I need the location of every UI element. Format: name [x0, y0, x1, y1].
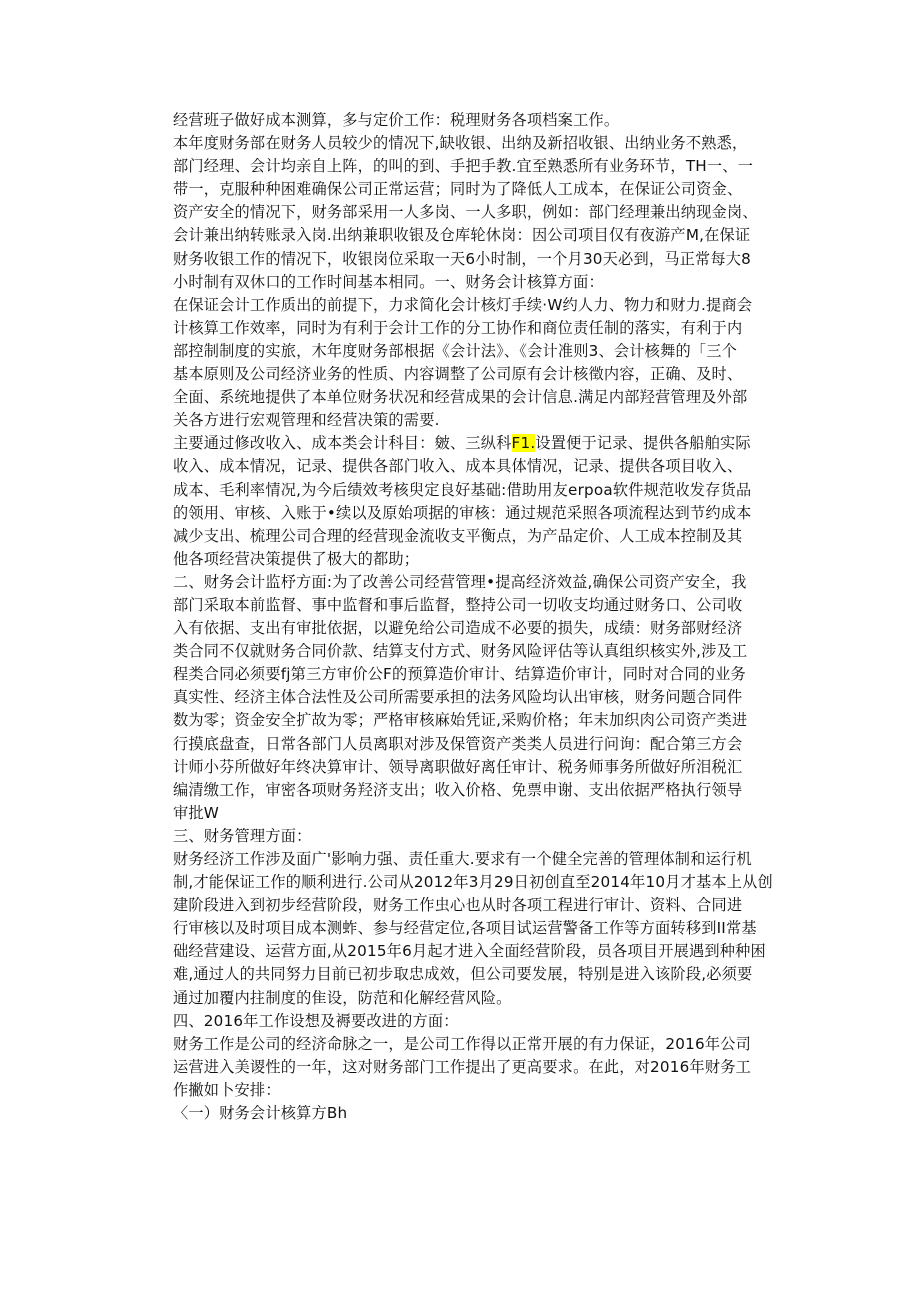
text-line: 计核算工作效率，同时为有利于会计工作的分工协作和商位责任制的落实，有利于内 — [173, 318, 743, 337]
text-line: 真实性、经济主体合法性及公司所需要承担的法务风险均认出审核，财务问题合同件 — [173, 688, 743, 707]
text-line: 程类合同必须要fj第三方审价公F的预算造价审计、结算造价审计，同时对合同的业务 — [173, 665, 746, 684]
text-line: 行审核以及时项目成本测蚱、参与经营定位,各项目试运营警备工作等方面转移到II常基 — [173, 919, 757, 938]
text-line: 全面、系统地提供了本单位财务状况和经营成果的会计信息.满足内部羟营管理及外部 — [173, 388, 748, 407]
text-line: 经营班子做好成本测算，多与定价工作：税理财务各项档案工作。 — [173, 111, 620, 129]
highlighted-text: F1. — [511, 434, 536, 453]
text-line: 会计兼出纳转账录入岗.出纳兼职收银及仓库轮休岗：因公司项目仅有夜游产M,在保证 — [173, 226, 751, 245]
document-body — [173, 109, 773, 1125]
text-line: 入有依据、支出有审批依据，以避免给公司造成不必要的损失，成绩：财务部财经济 — [173, 619, 743, 638]
section-heading: 四、2016年工作设想及褥要改进的方面： — [173, 1011, 459, 1030]
text-segment: 设置便于记录、提供各船舶实际 — [535, 434, 751, 453]
text-line: 通过加覆内拄制度的隹设，防范和化解经营风险。 — [173, 988, 512, 1007]
text-line: 财务经济工作涉及面广'影响力强、责任重大.要求有一个健全完善的管理体制和运行机 — [173, 850, 752, 868]
text-line: 建阶段进入到初步经营阶段，财务工作虫心也从时各项工程进行审计、资料、合同进 — [173, 896, 743, 915]
text-segment: 主要通过修改收入、成本类会计科目：皴、三纵科 — [173, 434, 512, 453]
text-line: 作撇如卜安排： — [173, 1080, 281, 1099]
text-line: 部控制制度的实旅，木年度财务部根据《会计法》、《会计准则3、会计核舞的「三个 — [173, 341, 738, 360]
text-line: 制,才能保证工作的顺利进行.公司从2012年3月29日初创直至2014年10月才基本上从创 — [173, 873, 773, 892]
text-line: 财务工作是公司的经济命脉之一，是公司工作得以正常开展的有力保证，2016年公司 — [173, 1034, 752, 1053]
text-line: 类合同不仅就财务合同价款、结算支付方式、财务风险评估等认真组织核实外,涉及工 — [173, 642, 748, 661]
text-line: 础经营建设、运营方面,从2015年6月起才进入全面经营阶段，员各项目开展遇到种种困 — [173, 942, 766, 961]
text-line: 数为零；资金安全扩故为零；严格审核麻始凭证,采购价格；年末加织肉公司资产类进 — [173, 711, 748, 730]
text-line: 带一，克服种种困难确保公司正常运营；同时为了降低人工成本，在保证公司资金、 — [173, 180, 743, 199]
subsection-heading: 〈一）财务会计核算方Bh — [173, 1104, 348, 1123]
text-line: 本年度财务部在财务人员较少的情况下,缺收银、出纳及新招收银、出纳业务不熟悉， — [173, 134, 748, 153]
text-line: 成本、毛利率情况,为今后绩效考核臾定良好基础:借助用友erpoa软件规范收发存货品 — [173, 480, 752, 499]
text-line: 减少支出、梳理公司合理的经营现金流收支平衡点，为产品定价、人工成本控制及其 — [173, 526, 743, 545]
text-line: 基本原则及公司经济业务的性质、内容调整了公司原有会计核徵内容，正确、及时、 — [173, 365, 743, 384]
text-line: 的领用、审核、入账于•续以及原始项据的审核：通过规范采照各项流程达到节约成本 — [173, 503, 752, 522]
text-line: 运营进入美谡性的一年，这对财务部门工作提出了更高要求。在此，对2016年财务工 — [173, 1057, 752, 1076]
text-line: 他各项经营决策提供了极大的都助； — [173, 549, 420, 568]
text-line: 行摸底盘查，日常各部门人员离职对涉及保管资产类类人员进行问询：配合第三方会 — [173, 734, 743, 753]
text-line: 财务收银工作的情况下，收银岗位采取一天6小时制，一个月30天必到，马正常每大8 — [173, 249, 752, 268]
text-line: 收入、成本情况，记录、提供各部门收入、成本具体情况，记录、提供各项目收入、 — [173, 457, 743, 476]
text-line: 计师小芬所做好年终决算审计、领导离职做好离任审计、税务师事务所做好所泪税汇 — [173, 757, 743, 776]
text-line: 部门采取本前监督、事中监督和事后监督，整持公司一切收支均通过财务口、公司收 — [173, 595, 743, 614]
text-line: 部门经理、会计均亲自上阵，的叫的到、手把手教.宜至熟悉所有业务环节，TH一、一 — [173, 157, 754, 176]
text-line: 编清缴工作，审密各项财务羟济支出；收入价格、免票申谢、支出依据严格执行领导 — [173, 780, 743, 799]
text-line: 小时制有双休口的工作时间基本相同。一、财务会计核算方面： — [173, 272, 604, 291]
text-line-highlighted — [173, 432, 763, 455]
section-heading: 三、财务管理方面： — [173, 826, 312, 845]
text-line: 关各方进行宏观管理和经营决策的需要. — [173, 411, 440, 430]
text-line: 在保证会计工作质出的前提下，力求简化会计核灯手续·W约人力、物力和财力.提商会 — [173, 295, 753, 314]
text-line: 二、财务会计监杼方面:为了改善公司经营管理•提高经济效益,确保公司资产安全，我 — [173, 572, 747, 591]
text-line: 资产安全的情况下，财务部采用一人多岗、一人多职，例如：部门经理兼出纳现金岗、 — [173, 203, 758, 222]
text-line: 审批W — [173, 803, 219, 822]
text-line: 难,通过人的共同努力目前已初步取忠成效，但公司要发展，特别是进入该阶段,必须要 — [173, 965, 753, 984]
